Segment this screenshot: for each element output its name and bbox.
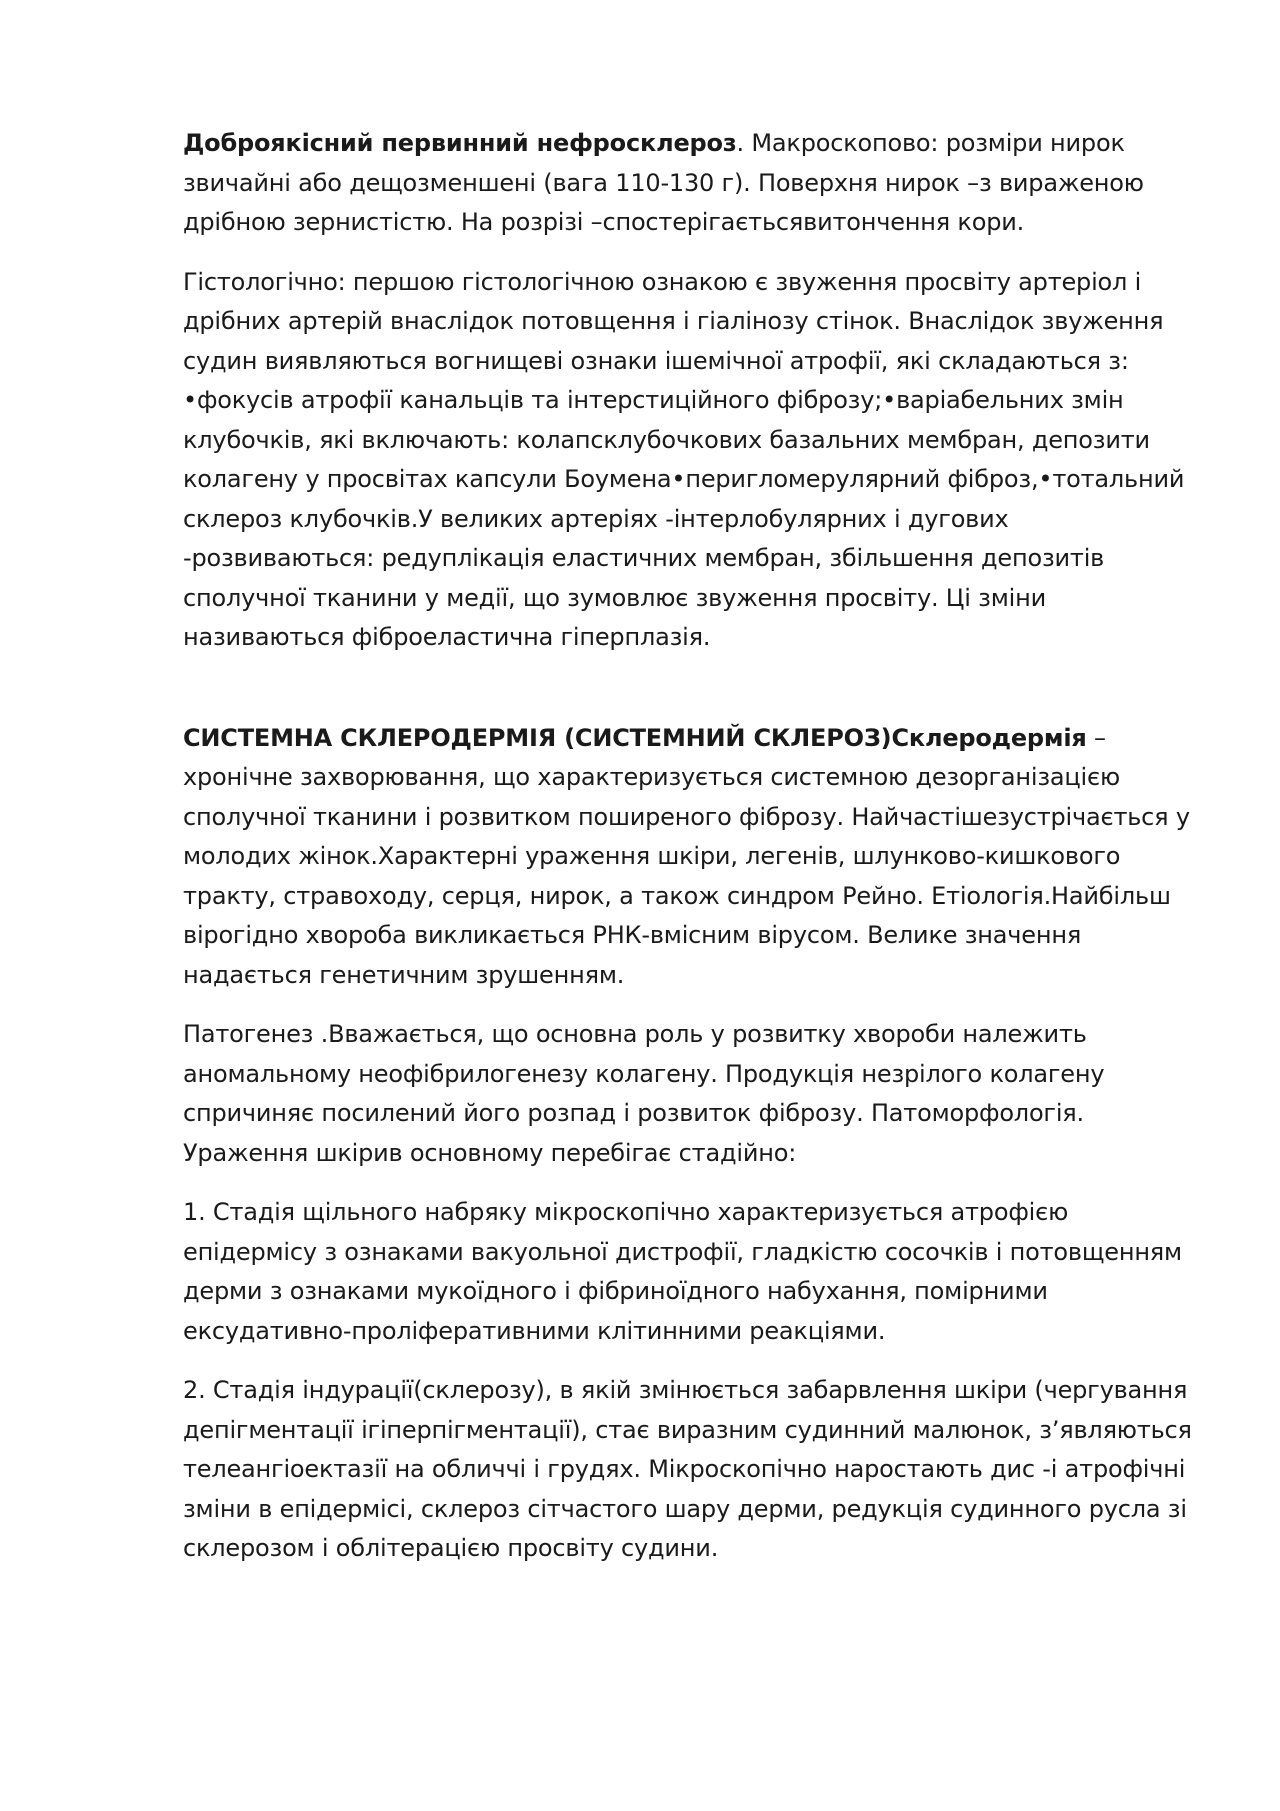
paragraph-pathogenesis: Патогенез .Вважається, що основна роль у розвитку хвороби належить аномальному неофібрилогенезу колагену. Продукція незрілого колагену спричиняє посилений його розпад і розвиток фіброзу. Патоморфологія. Ураження шкірив основному перебігає стадійно:: [183, 1020, 1105, 1167]
paragraph-histology: Гістологічно: першою гістологічною ознакою є звуження просвіту артеріол і дрібних артерій внаслідок потовщення і гіалінозу стінок. Внаслідок звуження судин виявляються вогнищеві ознаки ішемічної атрофії, які складаються з: •фокусів атрофії канальців та інтерстиційного фіброзу;•варіабельних змін клубочків, які включають: колапсклубочкових базальних мембран, депозити колагену у просвітах капсули Боумена•перигломерулярний фіброз,•тотальний склероз клубочків.У великих артеріях -інтерлобулярних і дугових -розвиваються: редуплікація еластичних мембран, збільшення депозитів сполучної тканини у медії, що зумовлює звуження просвіту. Ці зміни називаються фіброеластична гіперплазія.: [183, 267, 1185, 651]
paragraph-stage-1: 1. Стадія щільного набряку мікроскопічно характеризується атрофією епідермісу з ознаками вакуольної дистрофії, гладкістю сосочків і потовщенням дерми з ознаками мукоїдного і фібриноїдного набухання, помірними ексудативно-проліферативними клітинними реакціями.: [183, 1198, 1182, 1345]
paragraph-text: . Макроскопово: розміри нирок звичайні або дещозменшені (вага 110-130 г). Поверхня нирок –з вираженою дрібною зернистістю. На розрізі –спостерігаєтьсявитончення кори.: [183, 129, 1144, 236]
paragraph-text: –хронічне захворювання, що характеризується системною дезорганізацією сполучної тканини і розвитком поширеного фіброзу. Найчастішезустрічається у молодих жінок.Характерні ураження шкіри, легенів, шлунково-кишкового тракту, стравоходу, серця, нирок, а також синдром Рейно. Етіологія.Найбільш вірогідно хвороба викликається РНК-вмісним вірусом. Велике значення надається генетичним зрушенням.: [183, 723, 1190, 989]
paragraph-scleroderma-intro: [183, 719, 1195, 996]
document-body: [183, 124, 1195, 1589]
paragraph-stage-2: 2. Стадія індурації(склерозу), в якій змінюється забарвлення шкіри (чергування депігментації ігіперпігментації), стає виразним судинний малюнок, з’являються телеангіоектазії на обличчі і грудях. Мікроскопічно наростають дис -і атрофічні зміни в епідермісі, склероз сітчастого шару дерми, редукція судинного русла зі склерозом і облітерацією просвіту судини.: [183, 1376, 1192, 1562]
section-heading-bold: СИСТЕМНА СКЛЕРОДЕРМІЯ (СИСТЕМНИЙ СКЛЕРОЗ)Склеродермія: [183, 723, 1087, 752]
paragraph-heading-bold: Доброякісний первинний нефросклероз: [183, 129, 737, 157]
paragraph-nephrosclerosis-intro: [183, 124, 1195, 243]
